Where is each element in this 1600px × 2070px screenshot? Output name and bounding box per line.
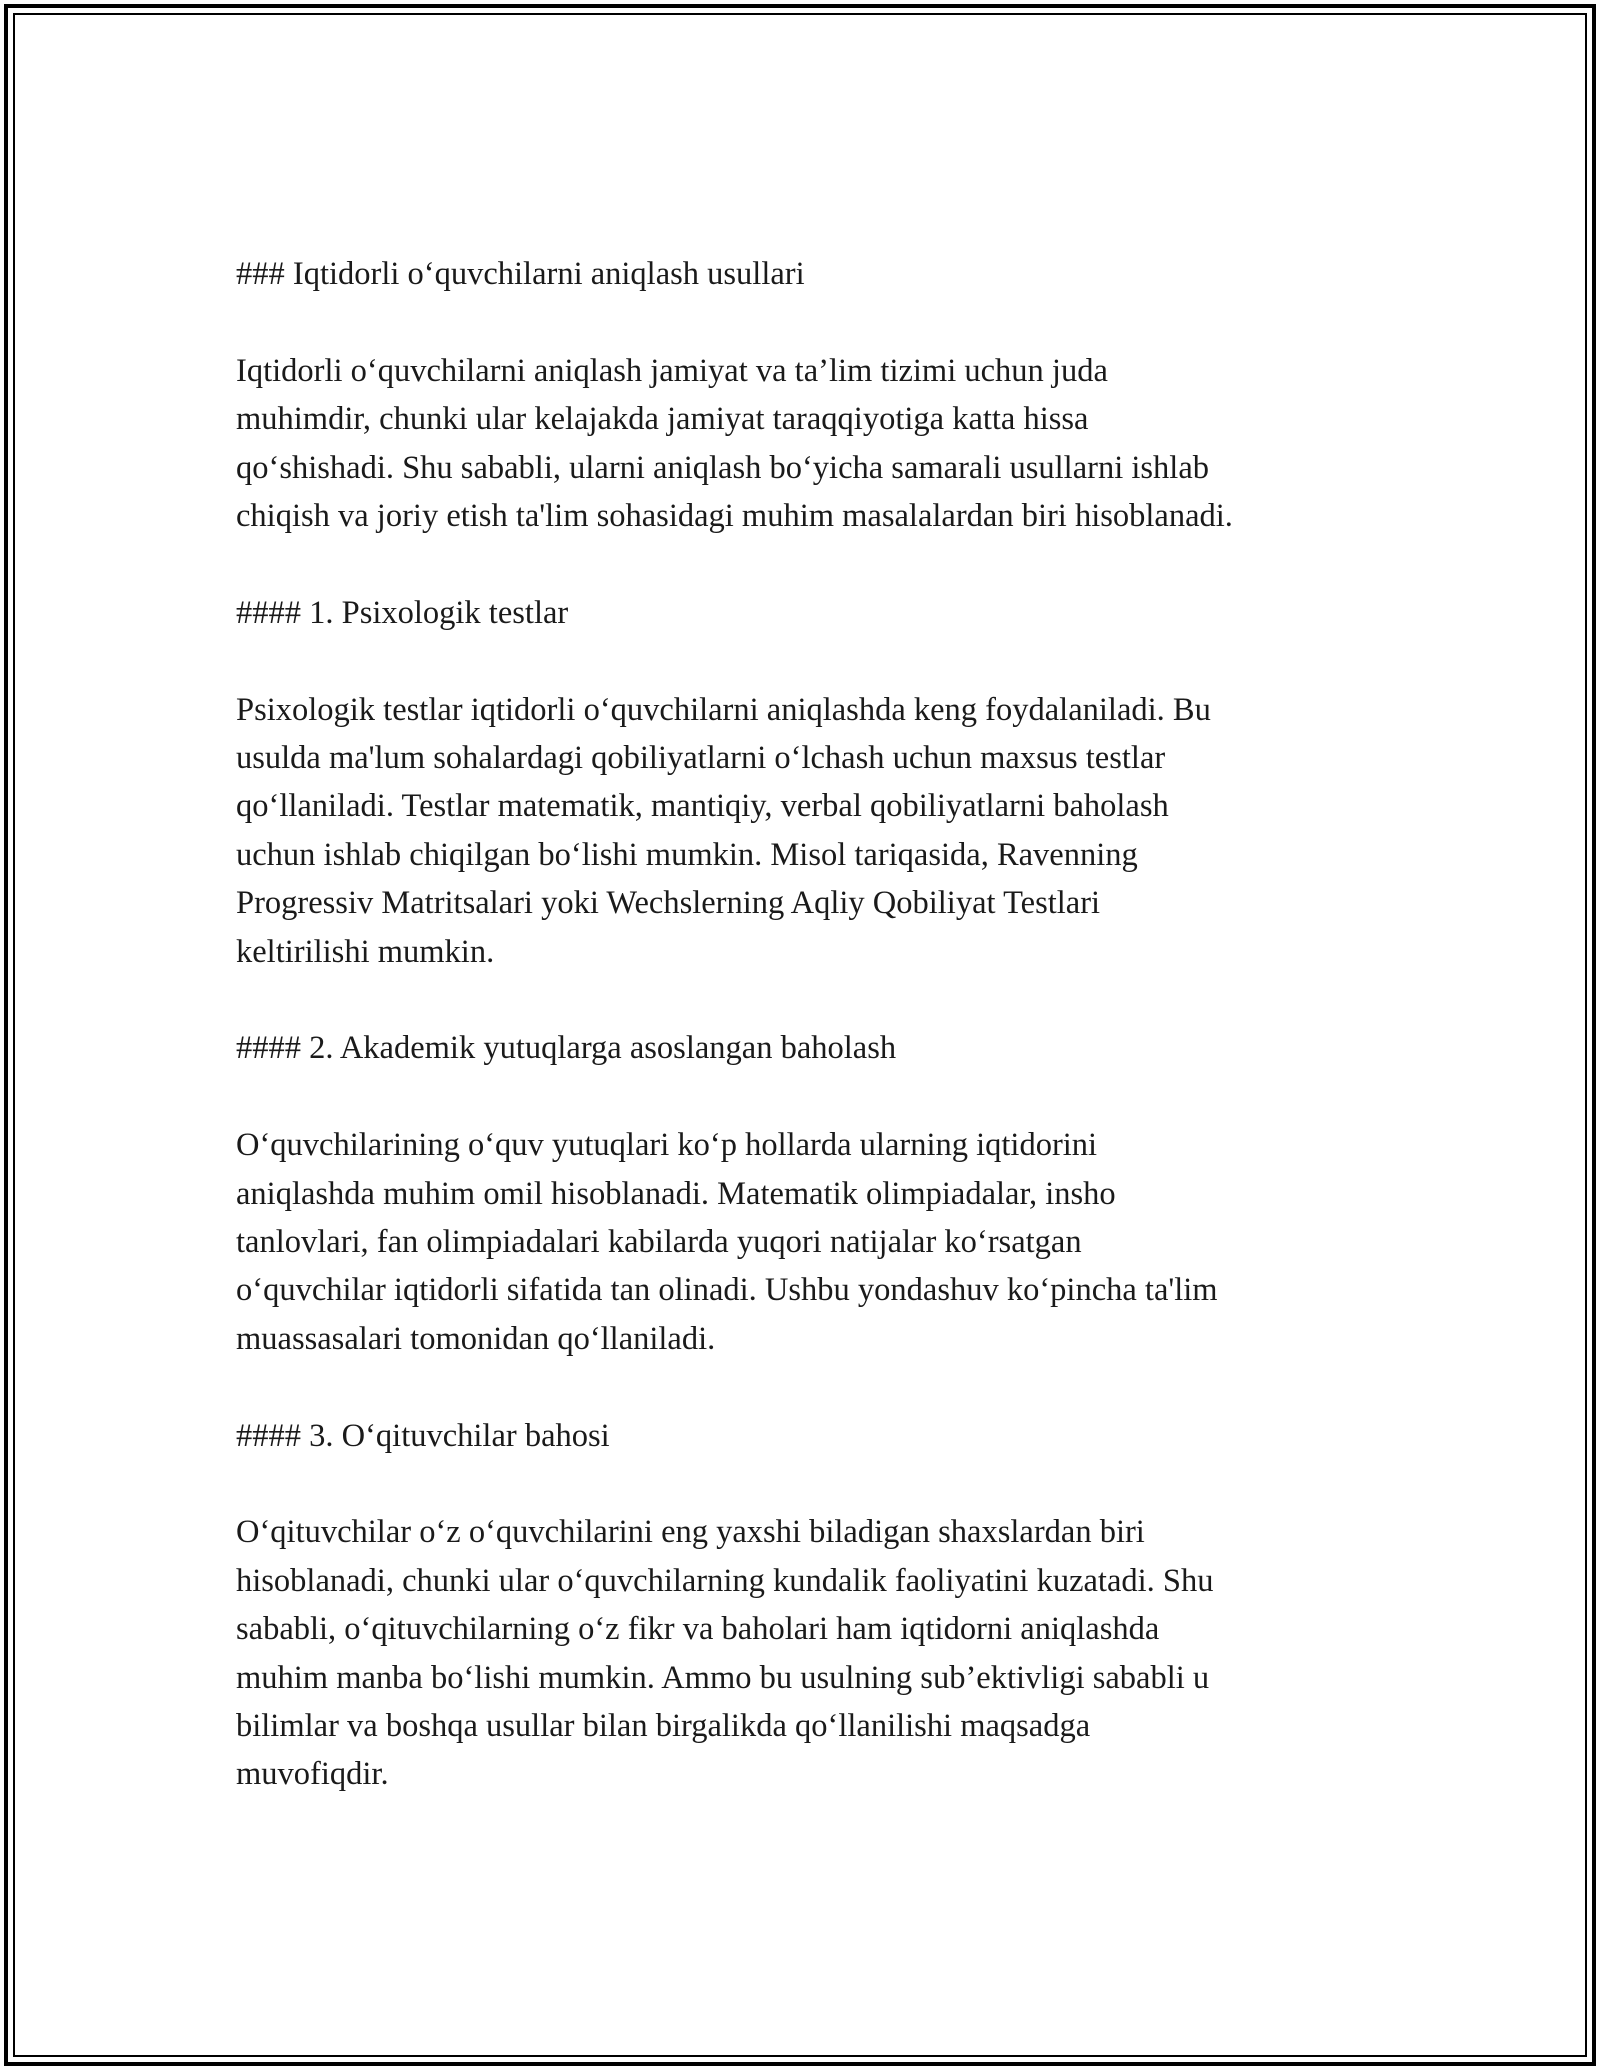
paragraph-line: O‘quvchilarining o‘quv yutuqlari ko‘p hollarda ularning iqtidorini (236, 1127, 1098, 1164)
section-3-paragraph (236, 1508, 1386, 1798)
intro-line: qo‘shishadi. Shu sababli, ularni aniqlash bo‘yicha samarali usullarni ishlab (236, 449, 1210, 486)
section-2-paragraph (236, 1121, 1386, 1363)
paragraph-line: bilimlar va boshqa usullar bilan birgalikda qo‘llanilishi maqsadga (236, 1708, 1091, 1745)
intro-line: Iqtidorli o‘quvchilarni aniqlash jamiyat va ta’lim tizimi uchun juda (236, 352, 1108, 389)
section-1-heading: #### 1. Psixologik testlar (236, 594, 569, 631)
intro-paragraph (236, 347, 1386, 541)
section-2-heading: #### 2. Akademik yutuqlarga asoslangan baholash (236, 1030, 897, 1067)
paragraph-line: Progressiv Matritsalari yoki Wechslerning Aqliy Qobiliyat Testlari (236, 885, 1101, 922)
section-3-heading: #### 3. O‘qituvchilar bahosi (236, 1417, 610, 1454)
paragraph-line: O‘qituvchilar o‘z o‘quvchilarini eng yaxshi biladigan shaxslardan biri (236, 1514, 1145, 1551)
paragraph-line: aniqlashda muhim omil hisoblanadi. Matematik olimpiadalar, insho (236, 1175, 1116, 1212)
paragraph-line: tanlovlari, fan olimpiadalari kabilarda yuqori natijalar ko‘rsatgan (236, 1224, 1082, 1261)
paragraph-line: muhim manba bo‘lishi mumkin. Ammo bu usulning sub’ektivligi sababli u (236, 1659, 1210, 1696)
intro-line: muhimdir, chunki ular kelajakda jamiyat taraqqiyotiga katta hissa (236, 401, 1089, 438)
paragraph-line: Psixologik testlar iqtidorli o‘quvchilarni aniqlashda keng foydalaniladi. Bu (236, 691, 1211, 728)
paragraph-line: hisoblanadi, chunki ular o‘quvchilarning kundalik faoliyatini kuzatadi. Shu (236, 1562, 1214, 1599)
paragraph-line: sababli, o‘qituvchilarning o‘z fikr va baholari ham iqtidorni aniqlashda (236, 1611, 1160, 1648)
section-1-paragraph (236, 686, 1386, 976)
intro-line: chiqish va joriy etish ta'lim sohasidagi muhim masalalardan biri hisoblanadi. (236, 498, 1233, 535)
paragraph-line: keltirilishi mumkin. (236, 933, 495, 970)
document-title: ### Iqtidorli o‘quvchilarni aniqlash usullari (236, 256, 805, 292)
document-body (236, 250, 1386, 1799)
paragraph-line: qo‘llaniladi. Testlar matematik, mantiqiy, verbal qobiliyatlarni baholash (236, 788, 1169, 825)
paragraph-line: usulda ma'lum sohalardagi qobiliyatlarni o‘lchash uchun maxsus testlar (236, 740, 1166, 777)
paragraph-line: uchun ishlab chiqilgan bo‘lishi mumkin. Misol tariqasida, Ravenning (236, 836, 1138, 873)
paragraph-line: o‘quvchilar iqtidorli sifatida tan olinadi. Ushbu yondashuv ko‘pincha ta'lim (236, 1272, 1218, 1309)
paragraph-line: muassasalari tomonidan qo‘llaniladi. (236, 1320, 716, 1357)
paragraph-line: muvofiqdir. (236, 1756, 389, 1793)
